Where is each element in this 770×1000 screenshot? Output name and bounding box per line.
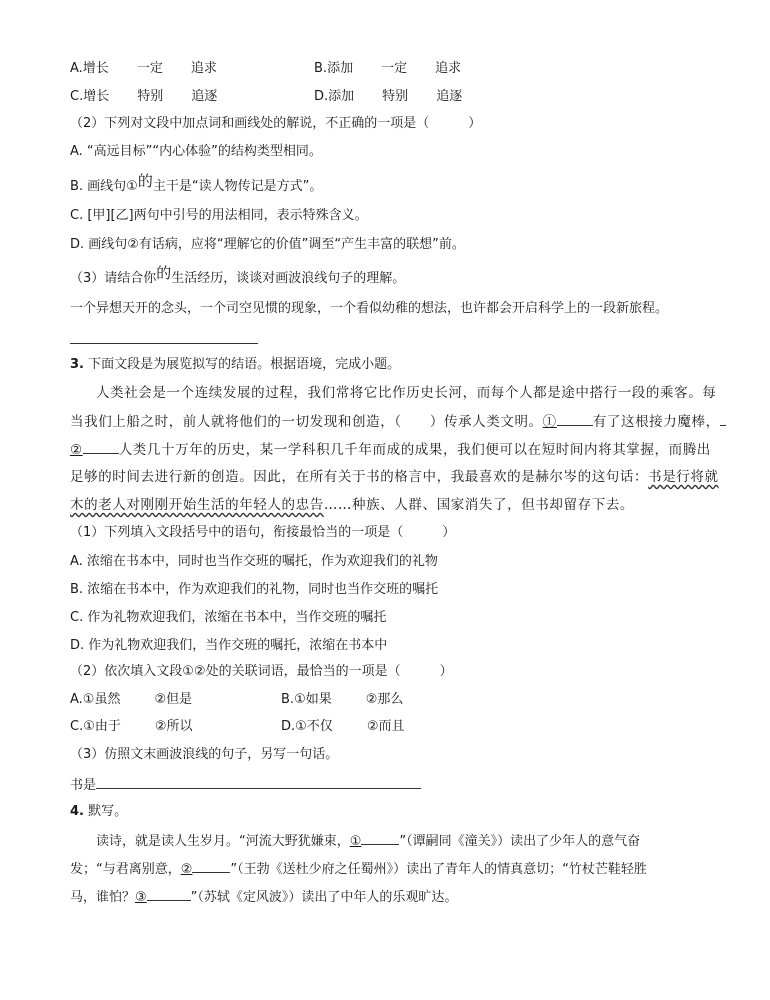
option-letter: A. — [70, 61, 83, 76]
option-a — [70, 60, 217, 78]
option-word: 一定 — [381, 61, 408, 76]
wavy-underlined-text: 木的老人对刚刚开始生活的年轻人的忠告 — [70, 497, 324, 513]
choice-a: A. 浓缩在书本中，同时也当作交班的嘱托，作为欢迎我们的礼物 — [70, 554, 438, 569]
option-word: 增长 — [82, 61, 109, 76]
choice-b — [70, 172, 323, 196]
fill-blank[interactable] — [557, 412, 593, 426]
option-word: ①虽然 — [82, 692, 121, 707]
blank-marker: ② — [70, 442, 83, 458]
answer-prefix: 书是 — [70, 778, 97, 793]
dictation-text: 读诗，就是读人生岁月。“河流大野犹嫌束， — [96, 834, 350, 849]
choice-c: C. [甲][乙]两句中引号的用法相同，表示特殊含义。 — [70, 208, 368, 223]
answer-blank[interactable] — [96, 775, 421, 789]
option-letter: B. — [281, 692, 295, 707]
passage-text: 有了这根接力魔棒， — [592, 414, 720, 430]
quoted-sentence: 一个异想天开的念头，一个司空见惯的现象，一个看似幼稚的想法，也许都会开启科学上的一段新旅程。 — [70, 301, 669, 316]
option-word: 特别 — [382, 89, 409, 104]
stem-text: （3）请结合你 — [70, 271, 157, 286]
dictation-line — [70, 859, 647, 879]
choice-text: 的 — [137, 172, 153, 190]
question-title — [70, 803, 127, 821]
question-title — [70, 356, 400, 374]
choice-d: D. 画线句②有话病，应将“理解它的价值”调至“产生丰富的联想”前。 — [70, 237, 465, 252]
blank-marker: ① — [349, 834, 362, 849]
option-word: 追求 — [190, 61, 217, 76]
option-word: 追求 — [435, 61, 462, 76]
option-letter: C. — [70, 89, 84, 104]
option-word: 添加 — [328, 89, 355, 104]
option-word: ①不仅 — [295, 719, 333, 734]
option-b — [281, 691, 403, 709]
question-number: 4. — [70, 804, 84, 819]
option-c — [70, 88, 217, 106]
option-word: ②而且 — [366, 719, 405, 734]
fill-blank[interactable] — [361, 831, 399, 845]
option-word: 追逐 — [436, 89, 463, 104]
option-letter: A. — [70, 692, 83, 707]
question-stem: （3）仿照文末画波浪线的句子，另写一句话。 — [70, 747, 339, 762]
option-word: 特别 — [137, 89, 164, 104]
option-word: 增长 — [83, 89, 110, 104]
option-d — [314, 88, 462, 106]
answer-row — [70, 775, 421, 795]
passage-line — [70, 440, 711, 459]
option-b — [314, 60, 461, 78]
choice-a: A. “高远目标”“内心体验”的结构类型相同。 — [70, 144, 322, 159]
option-word: 追逐 — [191, 89, 218, 104]
choice-d: D. 作为礼物欢迎我们，当作交班的嘱托，浓缩在书本中 — [70, 638, 388, 653]
option-letter: B. — [314, 61, 328, 76]
question-text: 默写。 — [88, 804, 128, 819]
passage-text: 人类几十万年的历史，某一学科积几千年而成的成果，我们便可以在短时间内将其掌握，而腾出 — [118, 442, 711, 458]
question-text: 下面文段是为展览拟写的结语。根据语境，完成小题。 — [88, 357, 401, 372]
passage-text: ……种族、人群、国家消失了，但书却留存下去。 — [323, 497, 635, 513]
dictation-line — [70, 887, 457, 907]
answer-line[interactable] — [70, 343, 258, 344]
stem-text: 生活经历，谈谈对画波浪线句子的理解。 — [171, 271, 406, 286]
option-word: 添加 — [327, 61, 354, 76]
passage-line — [70, 496, 634, 514]
dictation-line — [96, 831, 640, 851]
dictation-text: ”（王勃《送杜少府之任蜀州》）读出了青年人的情真意切；“竹杖芒鞋轻胜 — [230, 862, 647, 877]
choice-text: B. 画线句① — [70, 179, 138, 194]
dictation-text: ”（苏轼《定风波》）读出了中年人的乐观旷达。 — [190, 890, 458, 905]
question-stem: （2）下列对文段中加点词和画线处的解说，不正确的一项是（ ） — [70, 116, 482, 131]
option-d — [281, 718, 404, 736]
blank-marker: ② — [180, 862, 193, 877]
option-word: ②但是 — [154, 692, 193, 707]
option-word: ①由于 — [83, 719, 121, 734]
dictation-text: 发；“与君离别意， — [70, 862, 181, 877]
choice-text: 主干是“读人物传记是方式”。 — [152, 179, 323, 194]
option-word: ②那么 — [365, 692, 404, 707]
blank-marker: ① — [542, 414, 557, 430]
dictation-text: ”（谭嗣同《潼关》）读出了少年人的意气奋 — [399, 834, 641, 849]
option-a — [70, 691, 192, 709]
choice-b: B. 浓缩在书本中，作为欢迎我们的礼物，同时也当作交班的嘱托 — [70, 582, 439, 597]
option-letter: C. — [70, 719, 84, 734]
passage-line — [70, 468, 719, 486]
blank-marker: ③ — [135, 890, 147, 905]
fill-blank[interactable] — [83, 440, 119, 454]
question-stem: （2）依次填入文段①②处的关联词语，最恰当的一项是（ ） — [70, 664, 453, 679]
wavy-underlined-text: 书是行将就 — [648, 469, 719, 485]
fill-blank[interactable] — [147, 887, 191, 901]
passage-text: 当我们上船之时，前人就将他们的一切发现和创造，（ ）传承人类文明。 — [70, 414, 543, 430]
option-word: ②所以 — [154, 719, 193, 734]
option-word: 一定 — [136, 61, 163, 76]
passage-text: 足够的时间去进行新的创造。因此，在所有关于书的格言中，我最喜欢的是赫尔岑的这句话： — [70, 469, 649, 485]
option-word: ①如果 — [294, 692, 332, 707]
choice-c: C. 作为礼物欢迎我们，浓缩在书本中，当作交班的嘱托 — [70, 610, 387, 625]
passage-line: 人类社会是一个连续发展的过程，我们常将它比作历史长河，而每个人都是途中搭行一段的乘客。每 — [96, 385, 717, 401]
option-c — [70, 718, 193, 736]
fill-blank[interactable] — [720, 412, 726, 426]
dictation-text: 马，谁怕？ — [70, 890, 136, 905]
question-stem: （1）下列填入文段括号中的语句，衔接最恰当的一项是（ ） — [70, 525, 456, 540]
option-letter: D. — [314, 89, 329, 104]
option-letter: D. — [281, 719, 296, 734]
fill-blank[interactable] — [192, 859, 230, 873]
stem-text: 的 — [156, 264, 172, 282]
question-stem — [70, 264, 406, 288]
passage-line — [70, 412, 726, 431]
question-number: 3. — [70, 357, 84, 372]
